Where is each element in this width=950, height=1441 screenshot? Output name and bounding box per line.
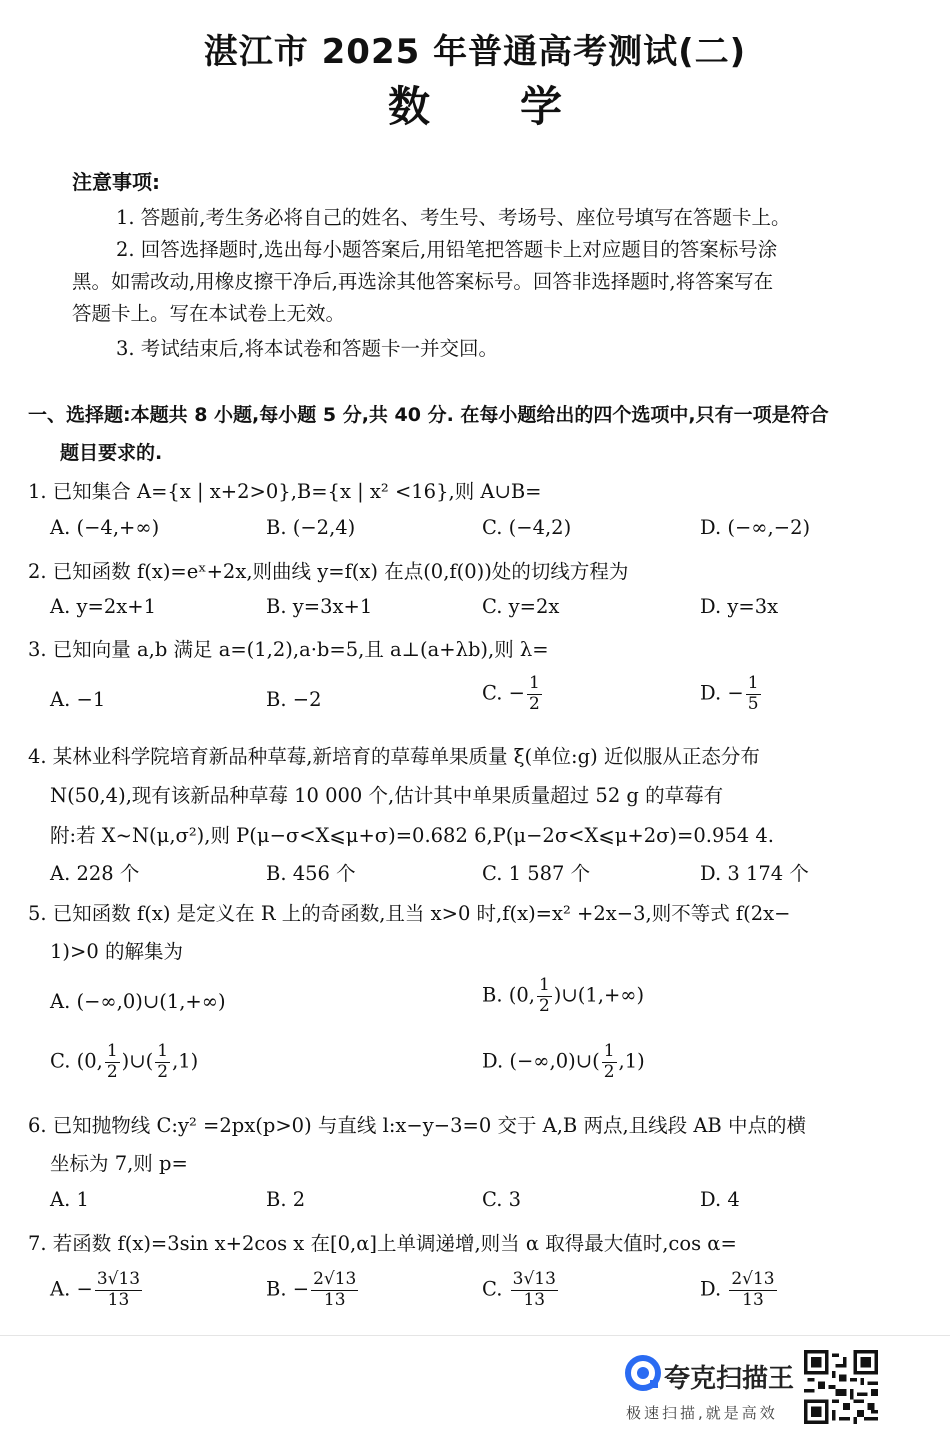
- q7-option-d: D. $\frac{2√13}{13}$: [700, 1269, 775, 1310]
- qr-code-icon: [804, 1350, 878, 1424]
- question-4-appendix: 附:若 X~N(μ,σ²),则 P(μ−σ<X⩽μ+σ)=0.682 6,P(μ−2σ<X⩽μ+2σ)=0.954 4.: [50, 824, 774, 847]
- subject-title: [0, 74, 950, 134]
- q6-option-a: A. 1: [50, 1188, 89, 1211]
- notice-line: 1. 答题前,考生务必将自己的姓名、考生号、考场号、座位号填写在答题卡上。: [116, 206, 791, 229]
- subject-char-2: 学: [520, 82, 563, 131]
- q4-option-a: A. 228 个: [50, 862, 140, 885]
- question-3-stem: 3. 已知向量 a,b 满足 a=(1,2),a·b=5,且 a⊥(a+λb),则 λ=: [28, 638, 549, 661]
- q3-option-d: D. − $\frac{1}{5}$: [700, 673, 759, 714]
- q3-option-c: C. − $\frac{1}{2}$: [482, 673, 540, 714]
- brand-name: 夸克扫描王: [664, 1364, 795, 1394]
- q7-option-b: B. − $\frac{2√13}{13}$: [266, 1269, 357, 1310]
- q3-option-b: B. −2: [266, 688, 322, 711]
- q4-option-b: B. 456 个: [266, 862, 356, 885]
- q1-option-b: B. (−2,4): [266, 516, 356, 539]
- q6-option-d: D. 4: [700, 1188, 740, 1211]
- notice-line: 3. 考试结束后,将本试卷和答题卡一并交回。: [116, 337, 499, 360]
- q4-option-c: C. 1 587 个: [482, 862, 591, 885]
- q5-option-d: D. (−∞,0)∪( $\frac{1}{2}$ ,1): [482, 1041, 645, 1082]
- section-heading: 一、选择题:本题共 8 小题,每小题 5 分,共 40 分. 在每小题给出的四个选项中,只有一项是符合: [28, 404, 829, 426]
- section-heading-cont: 题目要求的.: [60, 442, 163, 464]
- question-7-stem: 7. 若函数 f(x)=3sin x+2cos x 在[0,α]上单调递增,则当 α 取得最大值时,cos α=: [28, 1232, 737, 1255]
- q4-option-d: D. 3 174 个: [700, 862, 809, 885]
- exam-title: 湛江市 2025 年普通高考测试(二): [203, 32, 747, 72]
- brand-slogan: 极速扫描,就是高效: [626, 1404, 778, 1422]
- q2-option-c: C. y=2x: [482, 595, 560, 618]
- q6-option-c: C. 3: [482, 1188, 522, 1211]
- subject-char-1: 数: [387, 82, 430, 131]
- question-6-stem: 6. 已知抛物线 C:y² =2px(p>0) 与直线 l:x−y−3=0 交于 A,B 两点,且线段 AB 中点的横: [28, 1114, 806, 1137]
- question-6-stem-cont: 坐标为 7,则 p=: [50, 1152, 188, 1175]
- notice-line: 2. 回答选择题时,选出每小题答案后,用铅笔把答题卡上对应题目的答案标号涂: [116, 238, 778, 261]
- question-5-stem: 5. 已知函数 f(x) 是定义在 R 上的奇函数,且当 x>0 时,f(x)=x² +2x−3,则不等式 f(2x−: [28, 902, 791, 925]
- q1-option-a: A. (−4,+∞): [50, 516, 160, 539]
- notice-line: 答题卡上。写在本试卷上无效。: [72, 302, 346, 325]
- notice-heading: 注意事项:: [72, 170, 160, 194]
- q1-option-d: D. (−∞,−2): [700, 516, 811, 539]
- question-4-stem: 4. 某林业科学院培育新品种草莓,新培育的草莓单果质量 ξ(单位:g) 近似服从正态分布: [28, 745, 760, 768]
- q5-option-a: A. (−∞,0)∪(1,+∞): [50, 990, 226, 1013]
- question-4-stem-cont: N(50,4),现有该新品种草莓 10 000 个,估计其中单果质量超过 52 g 的草莓有: [50, 784, 724, 807]
- q2-option-a: A. y=2x+1: [50, 595, 156, 618]
- question-1-stem: 1. 已知集合 A={x | x+2>0},B={x | x² <16},则 A∪B=: [28, 480, 542, 503]
- q1-option-c: C. (−4,2): [482, 516, 572, 539]
- q7-option-a: A. − $\frac{3√13}{13}$: [50, 1269, 141, 1310]
- q5-option-b: B. (0, $\frac{1}{2}$ )∪(1,+∞): [482, 975, 645, 1016]
- q2-option-b: B. y=3x+1: [266, 595, 373, 618]
- q7-option-c: C. $\frac{3√13}{13}$: [482, 1269, 556, 1310]
- footer-divider: [0, 1335, 950, 1336]
- quark-logo-icon: [624, 1354, 662, 1392]
- question-5-stem-cont: 1)>0 的解集为: [50, 940, 183, 963]
- question-2-stem: 2. 已知函数 f(x)=eˣ+2x,则曲线 y=f(x) 在点(0,f(0))处的切线方程为: [28, 560, 629, 583]
- q5-option-c: C. (0, $\frac{1}{2}$ )∪( $\frac{1}{2}$ ,1): [50, 1041, 199, 1082]
- q3-option-a: A. −1: [50, 688, 106, 711]
- notice-line: 黑。如需改动,用橡皮擦干净后,再选涂其他答案标号。回答非选择题时,将答案写在: [72, 270, 774, 293]
- q2-option-d: D. y=3x: [700, 595, 779, 618]
- q6-option-b: B. 2: [266, 1188, 306, 1211]
